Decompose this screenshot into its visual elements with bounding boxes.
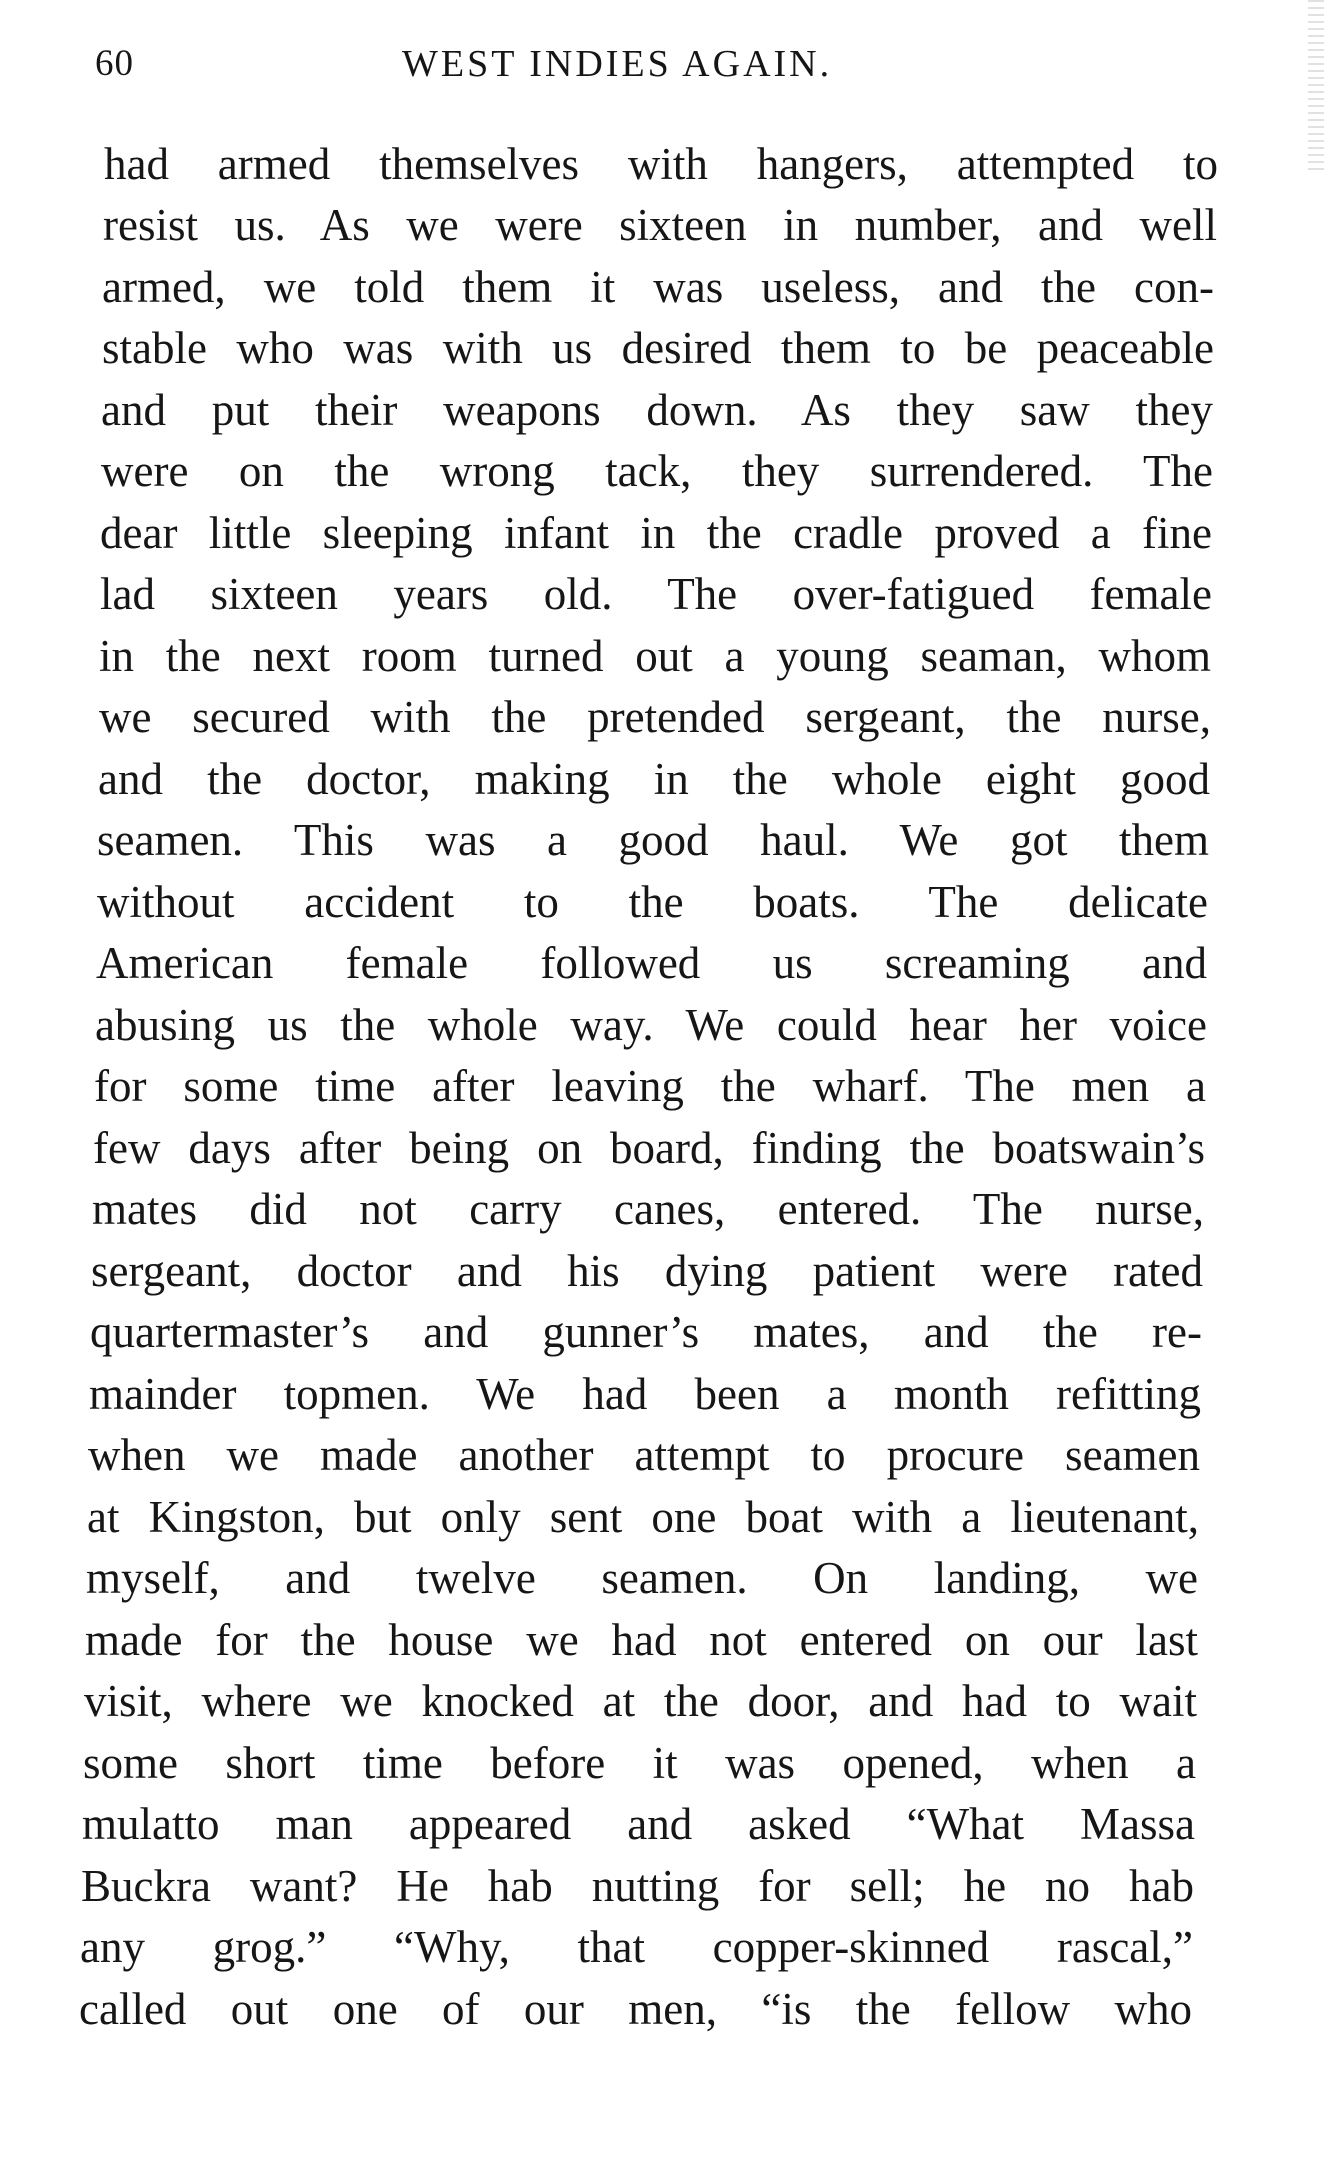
text-line: stable who was with us desired them to be peaceable (102, 323, 1214, 373)
text-line: in the next room turned out a young seaman, whom (99, 631, 1211, 681)
text-line: American female followed us screaming and (96, 938, 1207, 988)
text-line: quartermaster’s and gunner’s mates, and the re- (90, 1307, 1202, 1357)
running-title: WEST INDIES AGAIN. (402, 43, 833, 85)
text-line: armed, we told them it was useless, and the con- (102, 262, 1214, 312)
text-line: were on the wrong tack, they surrendered. The (101, 446, 1213, 496)
text-line: mulatto man appeared and asked “What Massa (82, 1799, 1195, 1849)
text-line: sergeant, doctor and his dying patient were rated (91, 1246, 1203, 1296)
page-number: 60 (95, 43, 134, 84)
text-line: abusing us the whole way. We could hear her voice (95, 1000, 1207, 1050)
text-line: made for the house we had not entered on our last (85, 1615, 1198, 1665)
text-line: myself, and twelve seamen. On landing, we (86, 1553, 1198, 1603)
text-line: mainder topmen. We had been a month refitting (89, 1369, 1201, 1419)
text-line: seamen. This was a good haul. We got them (97, 815, 1209, 865)
text-line: we secured with the pretended sergeant, the nurse, (99, 692, 1211, 742)
text-line: and put their weapons down. As they saw they (101, 385, 1213, 435)
text-line: without accident to the boats. The delicate (97, 877, 1208, 927)
text-line: dear little sleeping infant in the cradle proved a fine (100, 508, 1212, 558)
text-line: and the doctor, making in the whole eight good (98, 754, 1210, 804)
text-line: called out one of our men, “is the fellow who (79, 1984, 1192, 2034)
text-line: lad sixteen years old. The over-fatigued female (100, 569, 1212, 619)
page-edge-mark (1308, 0, 1324, 170)
text-line: at Kingston, but only sent one boat with a lieutenant, (87, 1492, 1199, 1542)
text-line: any grog.” “Why, that copper-skinned rascal,” (80, 1922, 1193, 1972)
text-line: mates did not carry canes, entered. The nurse, (92, 1184, 1204, 1234)
text-line: resist us. As we were sixteen in number, and well (103, 200, 1217, 250)
text-line: for some time after leaving the wharf. The men a (94, 1061, 1206, 1111)
text-line: when we made another attempt to procure seamen (88, 1430, 1200, 1480)
text-line: visit, where we knocked at the door, and had to wait (84, 1676, 1197, 1726)
text-line: few days after being on board, finding the boatswain’s (93, 1123, 1205, 1173)
text-line: Buckra want? He hab nutting for sell; he no hab (81, 1861, 1194, 1911)
running-head (95, 42, 1275, 102)
text-line: had armed themselves with hangers, attempted to (104, 139, 1218, 189)
text-line: some short time before it was opened, when a (83, 1738, 1196, 1788)
